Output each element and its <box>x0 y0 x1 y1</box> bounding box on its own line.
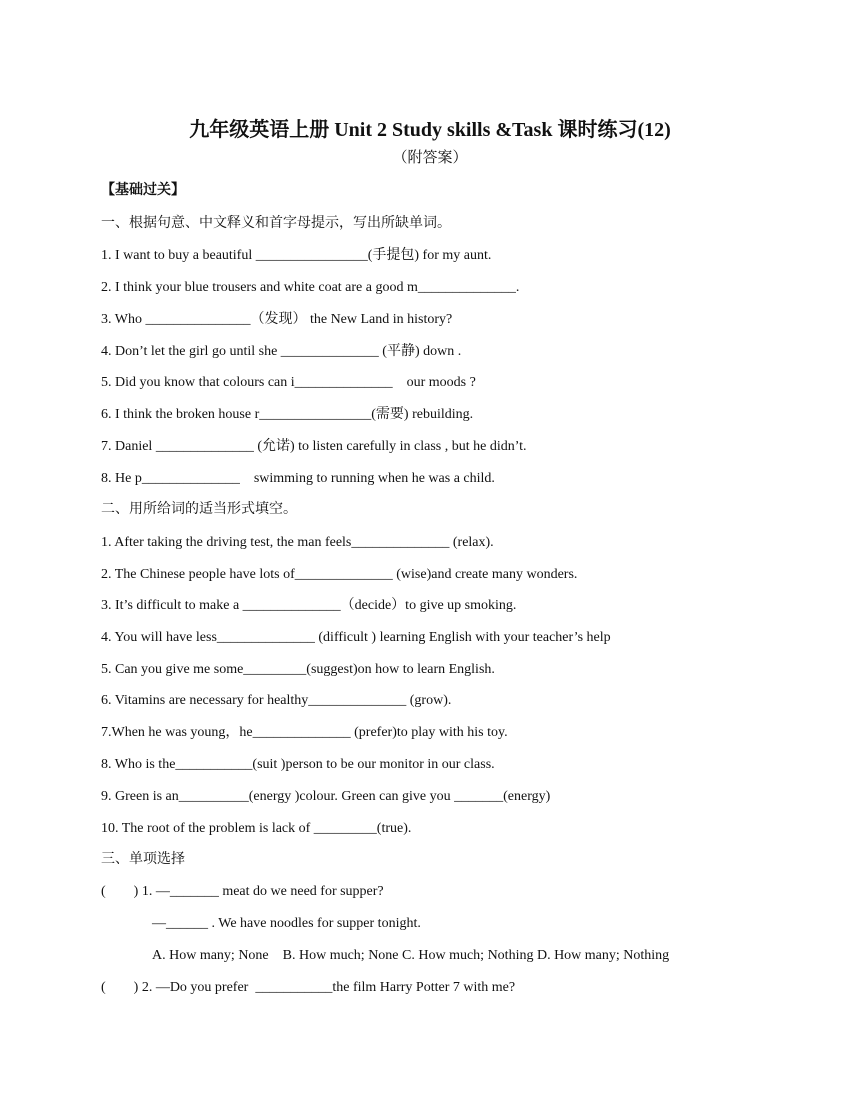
part2-item: 8. Who is the___________(suit )person to be our monitor in our class. <box>101 757 495 772</box>
part1-item: 1. I want to buy a beautiful ________________(手提包) for my aunt. <box>101 248 492 263</box>
part2-item: 5. Can you give me some_________(suggest)on how to learn English. <box>101 662 495 677</box>
question-1-response: —______ . We have noodles for supper tonight. <box>152 916 421 931</box>
part1-item: 2. I think your blue trousers and white coat are a good m______________. <box>101 280 520 295</box>
part2-item: 2. The Chinese people have lots of______________ (wise)and create many wonders. <box>101 567 578 582</box>
part2-heading: 二、用所给词的适当形式填空。 <box>101 502 297 517</box>
part1-item: 5. Did you know that colours can i______________ our moods ? <box>101 375 476 390</box>
question-1-options: A. How many; None B. How much; None C. How much; Nothing D. How many; Nothing <box>152 948 670 963</box>
page-title: 九年级英语上册 Unit 2 Study skills &Task 课时练习(12) <box>189 119 671 141</box>
section-header: 【基础过关】 <box>101 183 185 198</box>
part1-item: 4. Don’t let the girl go until she ______________ (平静) down . <box>101 344 462 359</box>
question-1-stem: ( ) 1. —_______ meat do we need for supper? <box>101 884 384 899</box>
part1-heading: 一、根据句意、中文释义和首字母提示，写出所缺单词。 <box>101 216 451 231</box>
part3-heading: 三、单项选择 <box>101 852 185 867</box>
part2-item: 9. Green is an__________(energy )colour. Green can give you _______(energy) <box>101 789 551 804</box>
part2-item: 3. It’s difficult to make a ______________（decide）to give up smoking. <box>101 598 517 613</box>
part1-item: 3. Who _______________（发现） the New Land in history? <box>101 312 453 327</box>
question-2-stem: ( ) 2. —Do you prefer ___________the film Harry Potter 7 with me? <box>101 980 516 995</box>
part1-item: 7. Daniel ______________ (允诺) to listen carefully in class , but he didn’t. <box>101 439 527 454</box>
part1-item: 6. I think the broken house r________________(需要) rebuilding. <box>101 407 474 422</box>
part2-item: 7.When he was young，he______________ (prefer)to play with his toy. <box>101 725 508 740</box>
part2-item: 4. You will have less______________ (difficult ) learning English with your teacher’s help <box>101 630 611 645</box>
page-subtitle: （附答案） <box>392 150 468 166</box>
part2-item: 1. After taking the driving test, the man feels______________ (relax). <box>101 535 494 550</box>
part1-item: 8. He p______________ swimming to running when he was a child. <box>101 471 495 486</box>
part2-item: 6. Vitamins are necessary for healthy______________ (grow). <box>101 693 452 708</box>
part2-item: 10. The root of the problem is lack of _________(true). <box>101 821 412 836</box>
